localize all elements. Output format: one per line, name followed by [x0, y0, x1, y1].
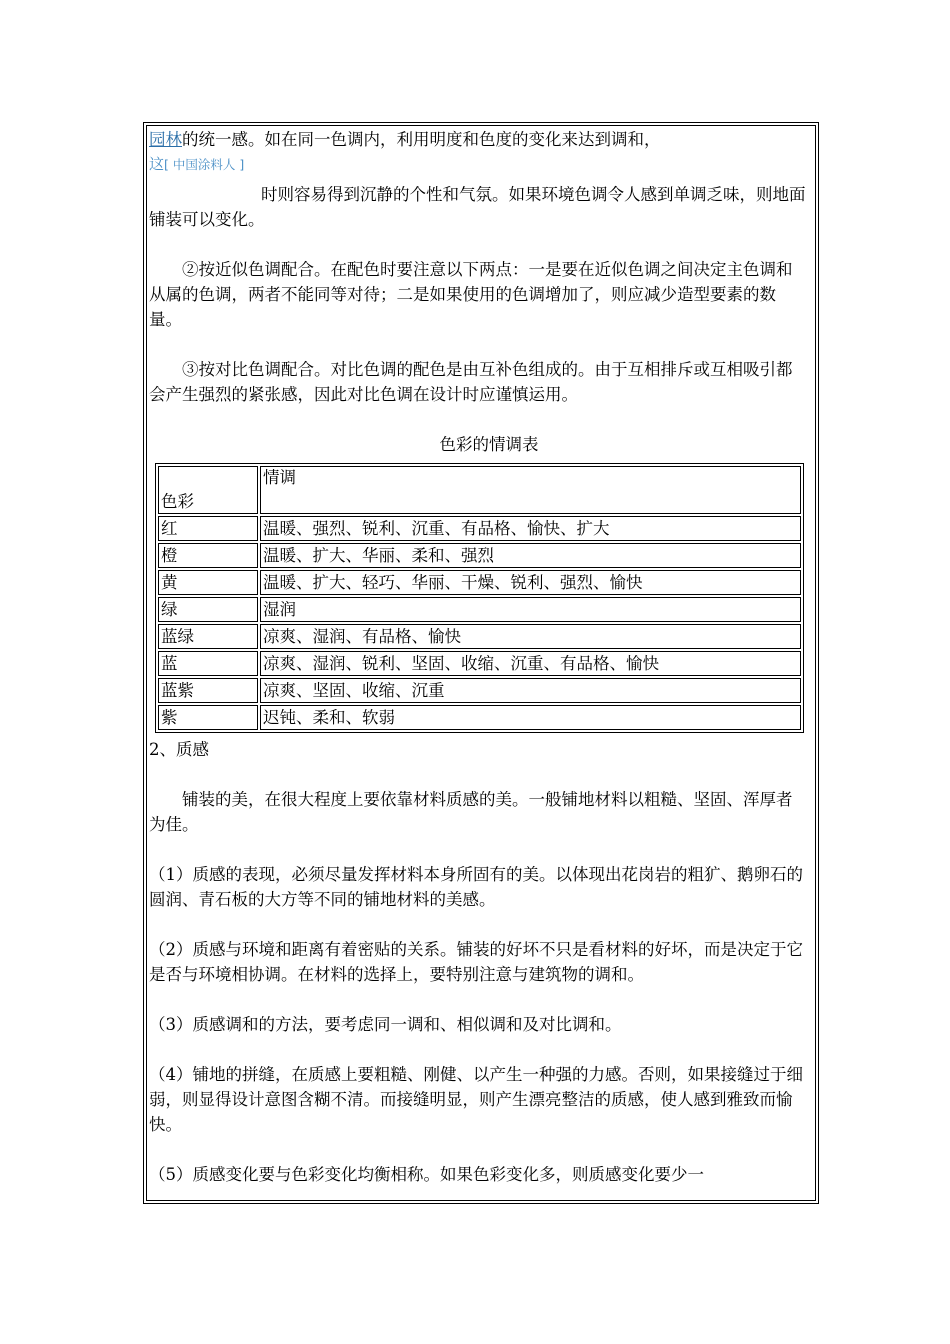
table-title: 色彩的情调表: [439, 435, 539, 454]
cell-color: 蓝绿: [158, 624, 258, 649]
table-row: [158, 543, 801, 568]
header-mood: 情调: [260, 466, 801, 514]
texture-item-2: （2）质感与环境和距离有着密贴的关系。铺装的好坏不只是看材料的好坏，而是决定于它是否与环境相协调。在材料的选择上，要特别注意与建筑物的调和。: [149, 940, 803, 984]
table-row: [158, 570, 801, 595]
cell-color: 蓝紫: [158, 678, 258, 703]
intro-line1: [149, 127, 807, 152]
intro-source-line: [149, 154, 807, 175]
cell-mood: 湿润: [260, 597, 801, 622]
color-mood-table: [155, 463, 804, 733]
intro-line1-text: 的统一感。如在同一色调内，利用明度和色度的变化来达到调和，: [182, 130, 661, 149]
texture-item-4: （4）铺地的拼缝，在质感上要粗糙、刚健、以产生一种强的力感。否则，如果接缝过于细弱，则显得设计意图含糊不清。而接缝明显，则产生漂亮整洁的质感，使人感到雅致而愉快。: [149, 1065, 803, 1134]
zhe-char: 这: [149, 155, 165, 173]
cell-color: 橙: [158, 543, 258, 568]
paragraph-contrast-colors: ③按对比色调配合。对比色调的配色是由互补色组成的。由于互相排斥或互相吸引都会产生强烈的紧张感，因此对比色调在设计时应谨慎运用。: [149, 360, 793, 404]
cell-color: 蓝: [158, 651, 258, 676]
table-row: [158, 597, 801, 622]
garden-link[interactable]: 园林: [149, 130, 182, 149]
cell-mood: 温暖、扩大、华丽、柔和、强烈: [260, 543, 801, 568]
cell-color: 绿: [158, 597, 258, 622]
texture-item-1: （1）质感的表现，必须尽量发挥材料本身所固有的美。以体现出花岗岩的粗犷、鹅卵石的圆润、青石板的大方等不同的铺地材料的美感。: [149, 865, 803, 909]
texture-heading: 2、质感: [149, 740, 209, 759]
intro-line2: 时则容易得到沉静的个性和气氛。如果环境色调令人感到单调乏味，则地面铺装可以变化。: [149, 185, 806, 229]
cell-color: 紫: [158, 705, 258, 730]
cell-color: 红: [158, 516, 258, 541]
texture-item-3: （3）质感调和的方法，要考虑同一调和、相似调和及对比调和。: [149, 1015, 622, 1034]
table-row: [158, 705, 801, 730]
header-color: 色彩: [158, 466, 258, 514]
table-row: [158, 651, 801, 676]
texture-intro: 铺装的美，在很大程度上要依靠材料质感的美。一般铺地材料以粗糙、坚固、浑厚者为佳。: [149, 790, 793, 834]
source-tag[interactable]: [149, 157, 244, 172]
table-row: [158, 678, 801, 703]
cell-mood: 凉爽、湿润、有品格、愉快: [260, 624, 801, 649]
cell-color: 黄: [158, 570, 258, 595]
cell-mood: 凉爽、坚固、收缩、沉重: [260, 678, 801, 703]
document-body: [149, 127, 807, 457]
cell-mood: 凉爽、湿润、锐利、坚固、收缩、沉重、有品格、愉快: [260, 651, 801, 676]
table-header-row: [158, 466, 801, 514]
texture-item-5: （5）质感变化要与色彩变化均衡相称。如果色彩变化多，则质感变化要少一: [149, 1165, 704, 1184]
cell-mood: 温暖、扩大、轻巧、华丽、干燥、锐利、强烈、愉快: [260, 570, 801, 595]
cell-mood: 迟钝、柔和、软弱: [260, 705, 801, 730]
texture-section: [149, 737, 807, 1187]
cell-mood: 温暖、强烈、锐利、沉重、有品格、愉快、扩大: [260, 516, 801, 541]
paragraph-similar-colors: ②按近似色调配合。在配色时要注意以下两点：一是要在近似色调之间决定主色调和从属的色调，两者不能同等对待；二是如果使用的色调增加了，则应减少造型要素的数量。: [149, 260, 793, 329]
table-row: [158, 624, 801, 649]
source-tag-text: [ 中国涂料人 ]: [164, 157, 245, 172]
table-row: [158, 516, 801, 541]
